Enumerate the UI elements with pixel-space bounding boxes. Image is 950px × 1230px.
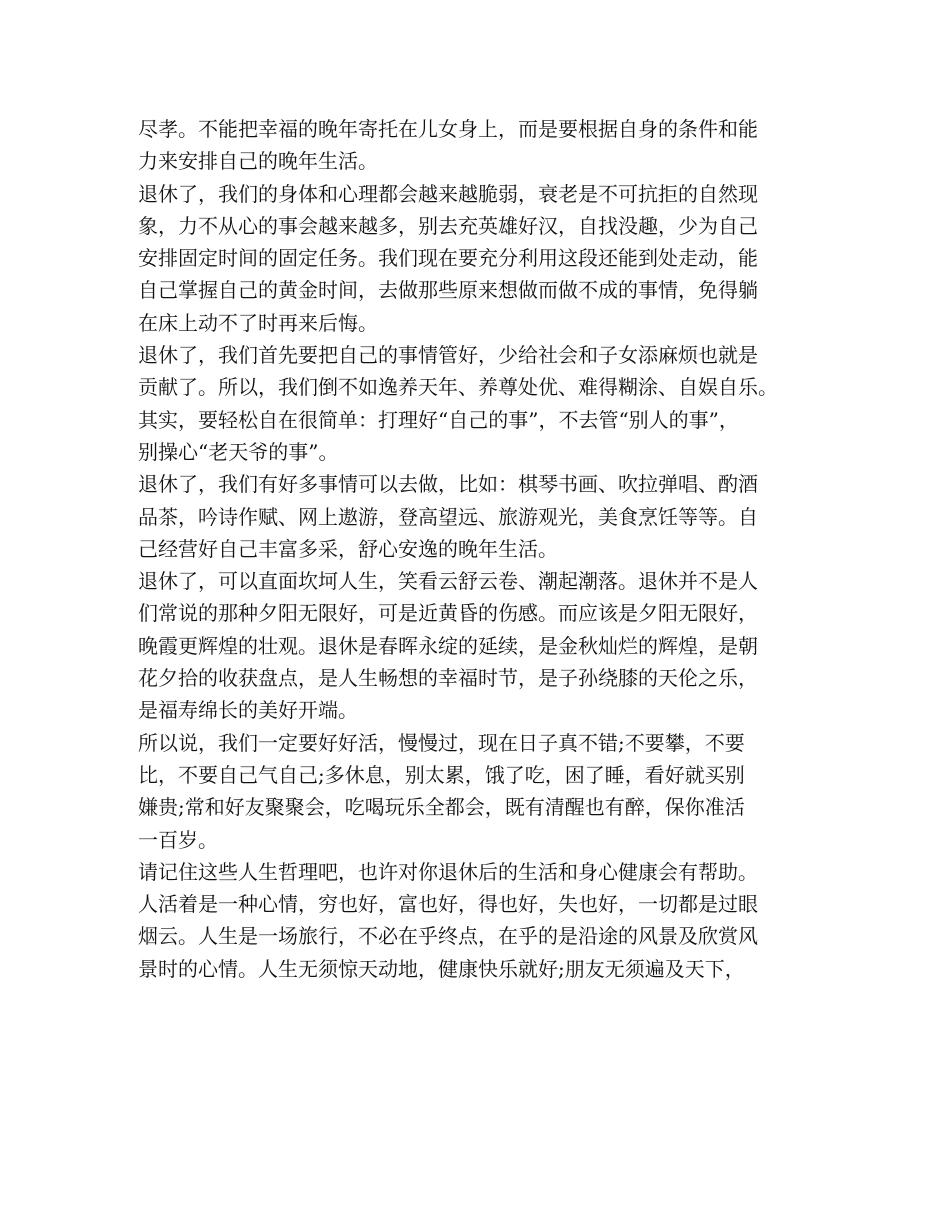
text-line: 在床上动不了时再来后悔。 [138, 310, 378, 335]
text-line: 安排固定时间的固定任务。我们现在要充分利用这段还能到处走动，能 [138, 246, 758, 271]
text-line: 请记住这些人生哲理吧，也许对你退休后的生活和身心健康会有帮助。 [138, 859, 758, 884]
text-line: 别操心“老天爷的事”。 [138, 439, 339, 464]
text-line: 退休了，我们首先要把自己的事情管好，少给社会和子女添麻烦也就是 [138, 343, 758, 368]
text-line: 一百岁。 [138, 827, 218, 852]
text-line: 晚霞更辉煌的壮观。退休是春晖永绽的延续，是金秋灿烂的辉煌，是朝 [138, 633, 758, 658]
text-line: 己经营好自己丰富多采，舒心安逸的晚年生活。 [138, 536, 558, 561]
text-line: 贡献了。所以，我们倒不如逸养天年、养尊处优、难得糊涂、自娱自乐。 [138, 375, 778, 400]
text-line: 尽孝。不能把幸福的晚年寄托在儿女身上，而是要根据自身的条件和能 [138, 117, 758, 141]
text-line: 所以说，我们一定要好好活，慢慢过，现在日子真不错;不要攀，不要 [138, 730, 745, 755]
text-line: 花夕拾的收获盘点，是人生畅想的幸福时节，是子孙绕膝的天伦之乐， [138, 666, 758, 691]
text-line: 自己掌握自己的黄金时间，去做那些原来想做而做不成的事情，免得躺 [138, 278, 758, 303]
text-line: 退休了，我们有好多事情可以去做，比如：棋琴书画、吹拉弹唱、酌酒 [138, 472, 758, 497]
text-line: 品茶，吟诗作赋、网上遨游，登高望远、旅游观光，美食烹饪等等。自 [138, 504, 758, 529]
text-line: 其实，要轻松自在很简单：打理好“自己的事”，不去管“别人的事”， [138, 407, 739, 432]
text-line: 景时的心情。人生无须惊天动地，健康快乐就好;朋友无须遍及天下， [138, 956, 745, 981]
text-line: 们常说的那种夕阳无限好，可是近黄昏的伤感。而应该是夕阳无限好， [138, 601, 758, 626]
text-line: 人活着是一种心情，穷也好，富也好，得也好，失也好，一切都是过眼 [138, 892, 758, 917]
text-line: 烟云。人生是一场旅行，不必在乎终点，在乎的是沿途的风景及欣赏风 [138, 924, 758, 949]
text-line: 象，力不从心的事会越来越多，别去充英雄好汉，自找没趣，少为自己 [138, 213, 758, 238]
text-line: 退休了，我们的身体和心理都会越来越脆弱，衰老是不可抗拒的自然现 [138, 181, 758, 206]
text-line: 是福寿绵长的美好开端。 [138, 698, 358, 723]
text-line: 力来安排自己的晚年生活。 [138, 149, 378, 174]
text-line: 嫌贵;常和好友聚聚会，吃喝玩乐全都会，既有清醒也有醉，保你准活 [138, 795, 745, 820]
body-text [138, 113, 838, 985]
text-line: 比，不要自己气自己;多休息，别太累，饿了吃，困了睡，看好就买别 [138, 762, 745, 787]
text-line: 退休了，可以直面坎坷人生，笑看云舒云卷、潮起潮落。退休并不是人 [138, 569, 758, 594]
